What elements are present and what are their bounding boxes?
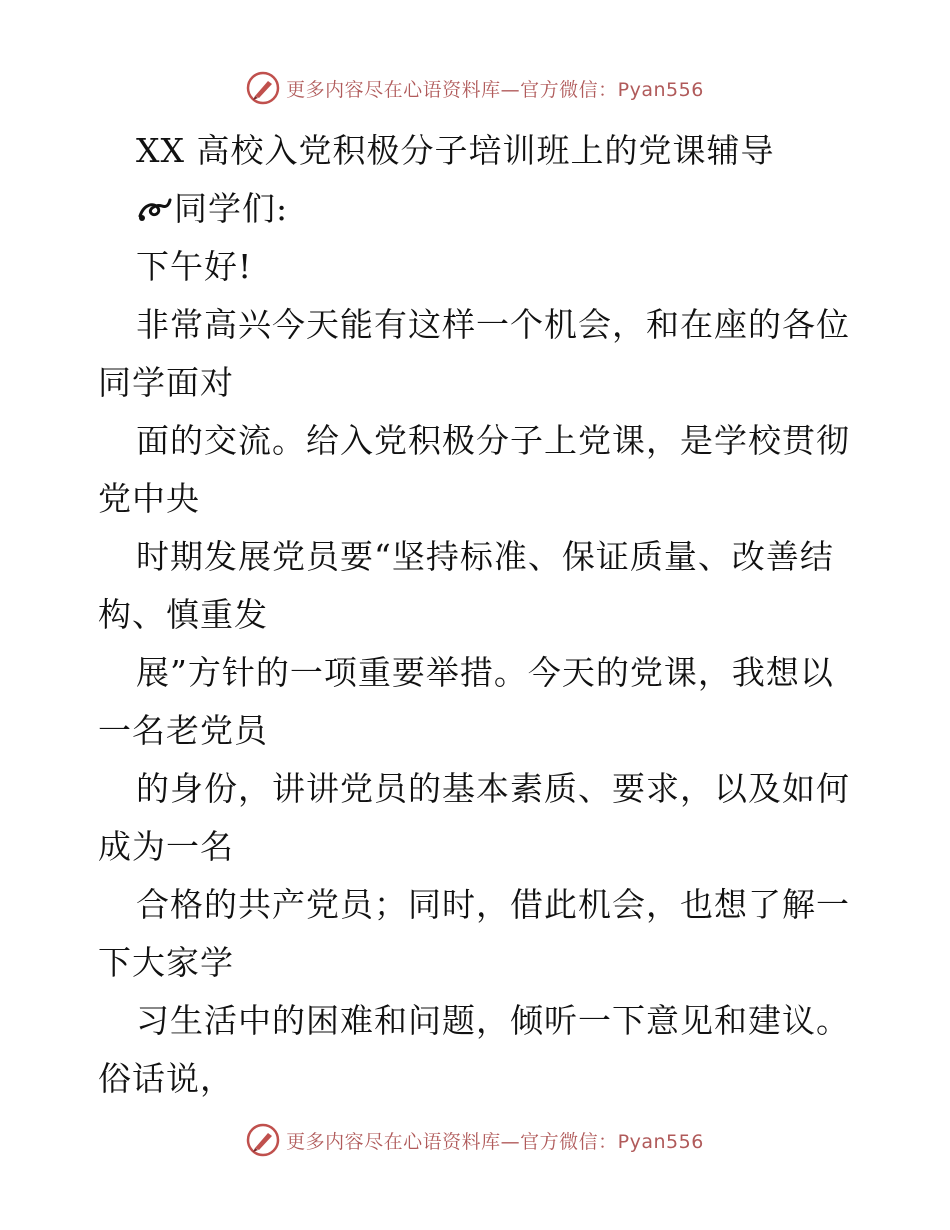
watermark-text: 更多内容尽在心语资料库—官方微信：Pyan556 [286, 1130, 704, 1153]
greeting-text: 同学们: [174, 189, 289, 228]
paragraph-line: 的身份，讲讲党员的基本素质、要求，以及如何 [136, 769, 850, 808]
paragraph-line: 成为一名 [98, 827, 234, 866]
footer-watermark [0, 1123, 950, 1157]
swirl-bullet-icon [136, 194, 174, 224]
greeting-line [98, 180, 858, 238]
watermark-text: 更多内容尽在心语资料库—官方微信：Pyan556 [286, 78, 704, 101]
paragraph-line: 俗话说， [98, 1059, 234, 1098]
paragraph-line: 构、慎重发 [98, 595, 268, 634]
paragraph-line: 面的交流。给入党积极分子上党课，是学校贯彻 [136, 421, 850, 460]
document-title: XX 高校入党积极分子培训班上的党课辅导 [136, 131, 775, 170]
body-lines [98, 238, 858, 1108]
pen-logo-icon [246, 71, 280, 105]
paragraph-line: 一名老党员 [98, 711, 268, 750]
document-body [98, 122, 858, 1108]
paragraph-line: 下午好! [136, 247, 253, 286]
paragraph-line: 党中央 [98, 479, 200, 518]
paragraph-line: 非常高兴今天能有这样一个机会，和在座的各位 [136, 305, 850, 344]
header-watermark [0, 71, 950, 105]
pen-logo-icon [246, 1123, 280, 1157]
paragraph-line: 时期发展党员要“坚持标准、保证质量、改善结 [136, 537, 834, 576]
paragraph-line: 展”方针的一项重要举措。今天的党课，我想以 [136, 653, 834, 692]
paragraph-line: 下大家学 [98, 943, 234, 982]
paragraph-line: 合格的共产党员；同时，借此机会，也想了解一 [136, 885, 850, 924]
paragraph-line: 习生活中的困难和问题，倾听一下意见和建议。 [136, 1001, 850, 1040]
paragraph-line: 同学面对 [98, 363, 234, 402]
